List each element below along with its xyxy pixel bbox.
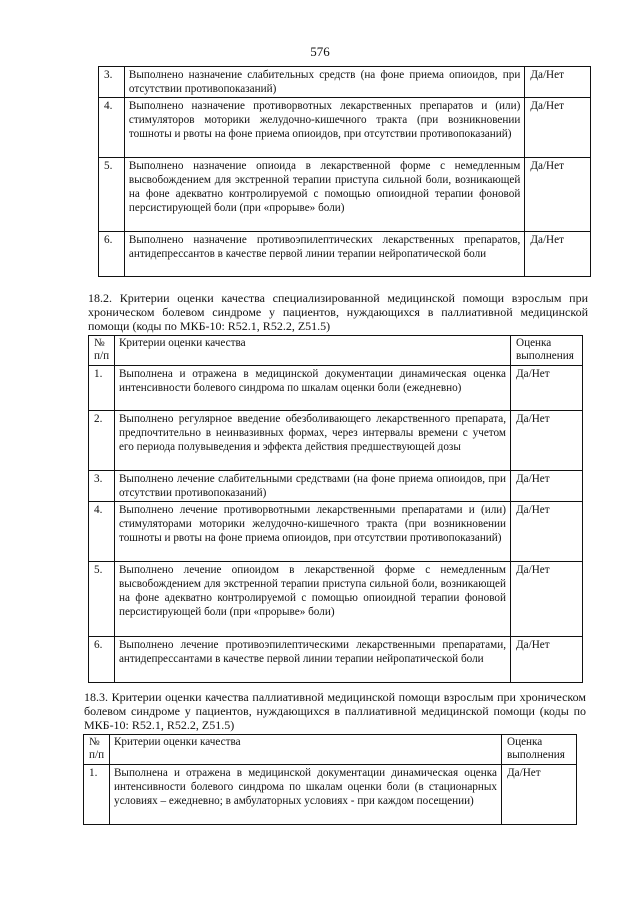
row-number: 5. [89,562,115,637]
table-header-row [84,735,577,765]
table-row [99,67,591,98]
column-header-criteria: Критерии оценки качества [114,336,510,366]
table-row [99,98,591,158]
criterion-text: Выполнено лечение противоэпилептическими лекарственными препаратами, антидепрессантами в качестве первой линии терапии нейропатической боли [114,637,510,683]
table-row [99,232,591,277]
criterion-text: Выполнено регулярное введение обезболивающего лекарственного препарата, предпочтительно в неинвазивных формах, через интервалы времени с учетом его периода полувыведения и эффекта действия предшествующей дозы [114,411,510,471]
assessment-value: Да/Нет [525,232,591,277]
table-row [89,471,583,502]
assessment-value: Да/Нет [525,98,591,158]
section-18-3-heading: 18.3. Критерии оценки качества паллиативной медицинской помощи взрослым при хроническом болевом синдроме у пациентов, нуждающихся в паллиативной медицинской помощи (коды по МКБ-10: R52.1, R52.2, Z51.5) [84,690,586,732]
criterion-text: Выполнено назначение опиоида в лекарственной форме с немедленным высвобождением для экстренной терапии приступа сильной боли, возникающей на фоне адекватно контролируемой с помощью опиоидной терапии фоновой персистирующей боли (при «прорыве» боли) [124,158,524,232]
assessment-value: Да/Нет [511,411,583,471]
row-number: 4. [99,98,125,158]
row-number: 3. [99,67,125,98]
row-number: 3. [89,471,115,502]
row-number: 1. [84,765,110,825]
criterion-text: Выполнено лечение противорвотными лекарственными препаратами и (или) стимуляторами моторики желудочно-кишечного тракта (при возникновении тошноты и рвоты на фоне приема опиоидов, при отсутствии противопоказаний) [114,502,510,562]
column-header-assessment: Оценка выполнения [511,336,583,366]
table-header-row [89,336,583,366]
table-row [89,562,583,637]
assessment-value: Да/Нет [525,67,591,98]
row-number: 5. [99,158,125,232]
row-number: 6. [89,637,115,683]
criterion-text: Выполнена и отражена в медицинской документации динамическая оценка интенсивности болевого синдрома по шкалам оценки боли (ежедневно) [114,366,510,411]
criteria-table-continued [98,66,591,277]
criterion-text: Выполнена и отражена в медицинской документации динамическая оценка интенсивности болевого синдрома по шкалам оценки боли (в стационарных условиях – ежедневно; в амбулаторных условиях - при каждом посещении) [109,765,501,825]
column-header-assessment: Оценка выполнения [502,735,577,765]
table-row [89,637,583,683]
assessment-value: Да/Нет [511,366,583,411]
criterion-text: Выполнено назначение противорвотных лекарственных препаратов и (или) стимуляторов моторики желудочно-кишечного тракта (при возникновении тошноты и рвоты на фоне приема опиоидов, при отсутствии противопоказаний) [124,98,524,158]
column-header-number: № п/п [89,336,115,366]
criteria-table-18-2 [88,335,583,683]
column-header-number: № п/п [84,735,110,765]
assessment-value: Да/Нет [511,637,583,683]
criterion-text: Выполнено назначение противоэпилептических лекарственных препаратов, антидепрессантов в качестве первой линии терапии нейропатической боли [124,232,524,277]
assessment-value: Да/Нет [525,158,591,232]
row-number: 1. [89,366,115,411]
row-number: 2. [89,411,115,471]
column-header-criteria: Критерии оценки качества [109,735,501,765]
criterion-text: Выполнено лечение слабительными средствами (на фоне приема опиоидов, при отсутствии противопоказаний) [114,471,510,502]
table-row [89,411,583,471]
assessment-value: Да/Нет [511,502,583,562]
table-row [89,502,583,562]
row-number: 4. [89,502,115,562]
assessment-value: Да/Нет [511,562,583,637]
table-row [99,158,591,232]
row-number: 6. [99,232,125,277]
criterion-text: Выполнено назначение слабительных средств (на фоне приема опиоидов, при отсутствии противопоказаний) [124,67,524,98]
assessment-value: Да/Нет [511,471,583,502]
criterion-text: Выполнено лечение опиоидом в лекарственной форме с немедленным высвобождением для экстренной терапии приступа сильной боли, возникающей на фоне адекватно контролируемой с помощью опиоидной терапии фоновой персистирующей боли (при «прорыве» боли) [114,562,510,637]
criteria-table-18-3 [83,734,577,825]
page-number: 576 [310,44,330,59]
table-row [84,765,577,825]
assessment-value: Да/Нет [502,765,577,825]
table-row [89,366,583,411]
section-18-2-heading: 18.2. Критерии оценки качества специализированной медицинской помощи взрослым при хроническом болевом синдроме у пациентов, нуждающихся в паллиативной медицинской помощи (коды по МКБ-10: R52.1, R52.2, Z51.5) [88,291,588,333]
